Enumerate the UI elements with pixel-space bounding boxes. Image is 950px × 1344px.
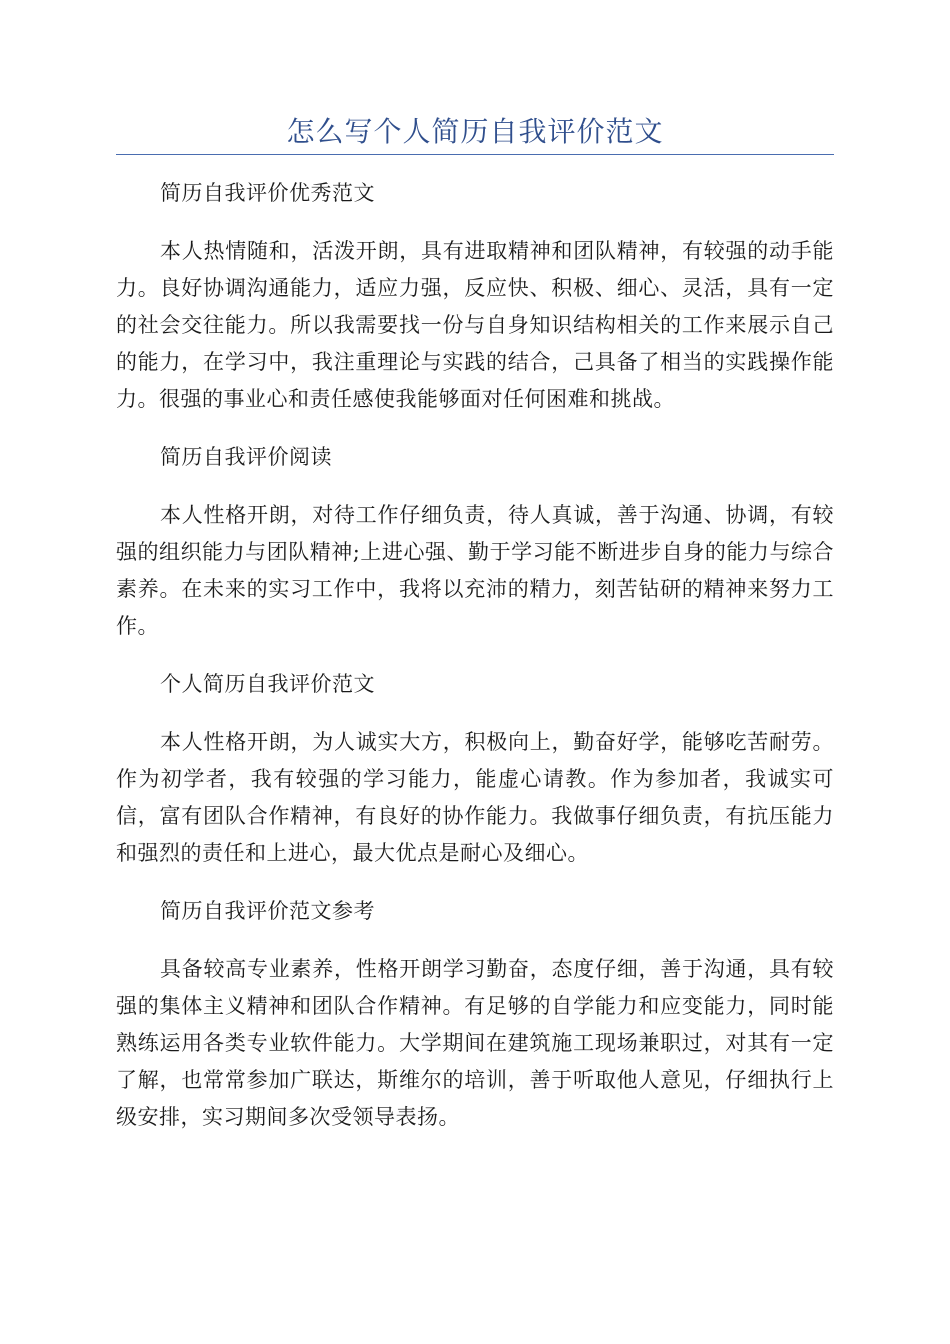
section-heading: 个人简历自我评价范文 (160, 672, 375, 696)
section-heading: 简历自我评价范文参考 (160, 899, 375, 923)
section-paragraph: 本人性格开朗，为人诚实大方，积极向上，勤奋好学，能够吃苦耐劳。作为初学者，我有较强的学习能力，能虚心请教。作为参加者，我诚实可信，富有团队合作精神，有良好的协作能力。我做事仔细负责，有抗压能力和强烈的责任和上进心，最大优点是耐心及细心。 (116, 730, 834, 865)
section-1 (116, 175, 834, 418)
section-paragraph: 具备较高专业素养，性格开朗学习勤奋，态度仔细，善于沟通，具有较强的集体主义精神和团队合作精神。有足够的自学能力和应变能力，同时能熟练运用各类专业软件能力。大学期间在建筑施工现场兼职过，对其有一定了解，也常常参加广联达，斯维尔的培训，善于听取他人意见，仔细执行上级安排，实习期间多次受领导表扬。 (116, 957, 834, 1129)
section-paragraph: 本人热情随和，活泼开朗，具有进取精神和团队精神，有较强的动手能力。良好协调沟通能力，适应力强，反应快、积极、细心、灵活，具有一定的社会交往能力。所以我需要找一份与自身知识结构相关的工作来展示自己的能力，在学习中，我注重理论与实践的结合，己具备了相当的实践操作能力。很强的事业心和责任感使我能够面对任何困难和挑战。 (116, 239, 834, 411)
section-4 (116, 893, 834, 1136)
section-paragraph: 本人性格开朗，对待工作仔细负责，待人真诚，善于沟通、协调，有较强的组织能力与团队精神;上进心强、勤于学习能不断进步自身的能力与综合素养。在未来的实习工作中，我将以充沛的精力，刻苦钻研的精神来努力工作。 (116, 503, 834, 638)
document-title: 怎么写个人简历自我评价范文 (286, 115, 664, 148)
title-underline (116, 154, 834, 155)
section-2 (116, 439, 834, 645)
section-heading: 简历自我评价阅读 (160, 445, 332, 469)
section-heading: 简历自我评价优秀范文 (160, 181, 375, 205)
section-3 (116, 666, 834, 872)
document-body (116, 175, 834, 1157)
